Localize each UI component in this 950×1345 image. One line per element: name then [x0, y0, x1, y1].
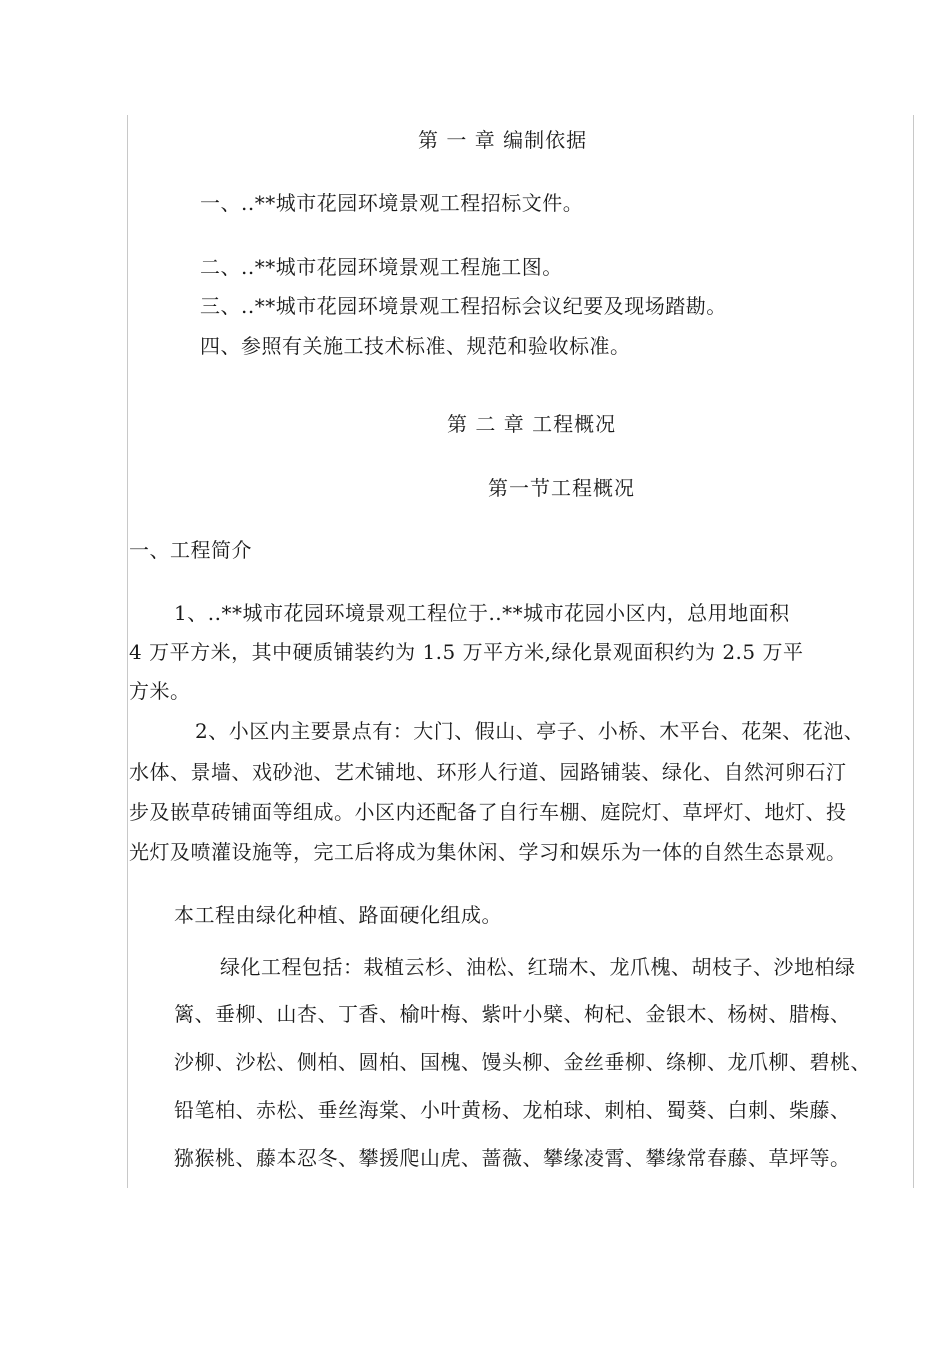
basis-item-3: 三、..**城市花园环境景观工程招标会议纪要及现场踏勘。 [200, 294, 727, 318]
section-1-title: 第一节工程概况 [488, 476, 635, 500]
chapter-1-title: 第 一 章 编制依据 [418, 128, 588, 152]
chapter-2-title: 第 二 章 工程概况 [447, 412, 617, 436]
para4-line-2: 篱、垂柳、山杏、丁香、榆叶梅、紫叶小檗、枸杞、金银木、杨树、腊梅、 [174, 1002, 851, 1026]
para4-line-3: 沙柳、沙松、侧柏、圆柏、国槐、馒头柳、金丝垂柳、绦柳、龙爪柳、碧桃、 [174, 1050, 871, 1074]
para4-line-1: 绿化工程包括：栽植云杉、油松、红瑞木、龙爪槐、胡枝子、沙地柏绿 [220, 955, 856, 979]
right-margin-rule [913, 115, 914, 1188]
para2-line-2: 水体、景墙、戏砂池、艺术铺地、环形人行道、园路铺装、绿化、自然河卵石汀 [129, 760, 847, 784]
basis-item-1: 一、..**城市花园环境景观工程招标文件。 [200, 191, 584, 215]
para2-line-4: 光灯及喷灌设施等，完工后将成为集休闲、学习和娱乐为一体的自然生态景观。 [129, 840, 847, 864]
basis-item-4: 四、参照有关施工技术标准、规范和验收标准。 [200, 334, 631, 358]
para2-line-1: 2、小区内主要景点有：大门、假山、亭子、小桥、木平台、花架、花池、 [195, 719, 865, 743]
basis-item-2: 二、..**城市花园环境景观工程施工图。 [200, 255, 563, 279]
para4-line-5: 猕猴桃、藤本忍冬、攀援爬山虎、蔷薇、攀缘凌霄、攀缘常春藤、草坪等。 [174, 1146, 851, 1170]
para4-line-4: 铅笔柏、赤松、垂丝海棠、小叶黄杨、龙柏球、刺柏、蜀葵、白刺、柴藤、 [174, 1098, 851, 1122]
para1-line-3: 方米。 [129, 679, 191, 703]
para2-line-3: 步及嵌草砖铺面等组成。小区内还配备了自行车棚、庭院灯、草坪灯、地灯、投 [129, 800, 847, 824]
para1-line-2: 4 万平方米，其中硬质铺装约为 1.5 万平方米,绿化景观面积约为 2.5 万平 [129, 640, 804, 664]
subsection-title-project-intro: 一、工程简介 [129, 538, 252, 562]
para1-line-1: 1、..**城市花园环境景观工程位于..**城市花园小区内，总用地面积 [174, 601, 790, 625]
para3: 本工程由绿化种植、路面硬化组成。 [174, 903, 502, 927]
left-margin-rule [127, 115, 128, 1188]
